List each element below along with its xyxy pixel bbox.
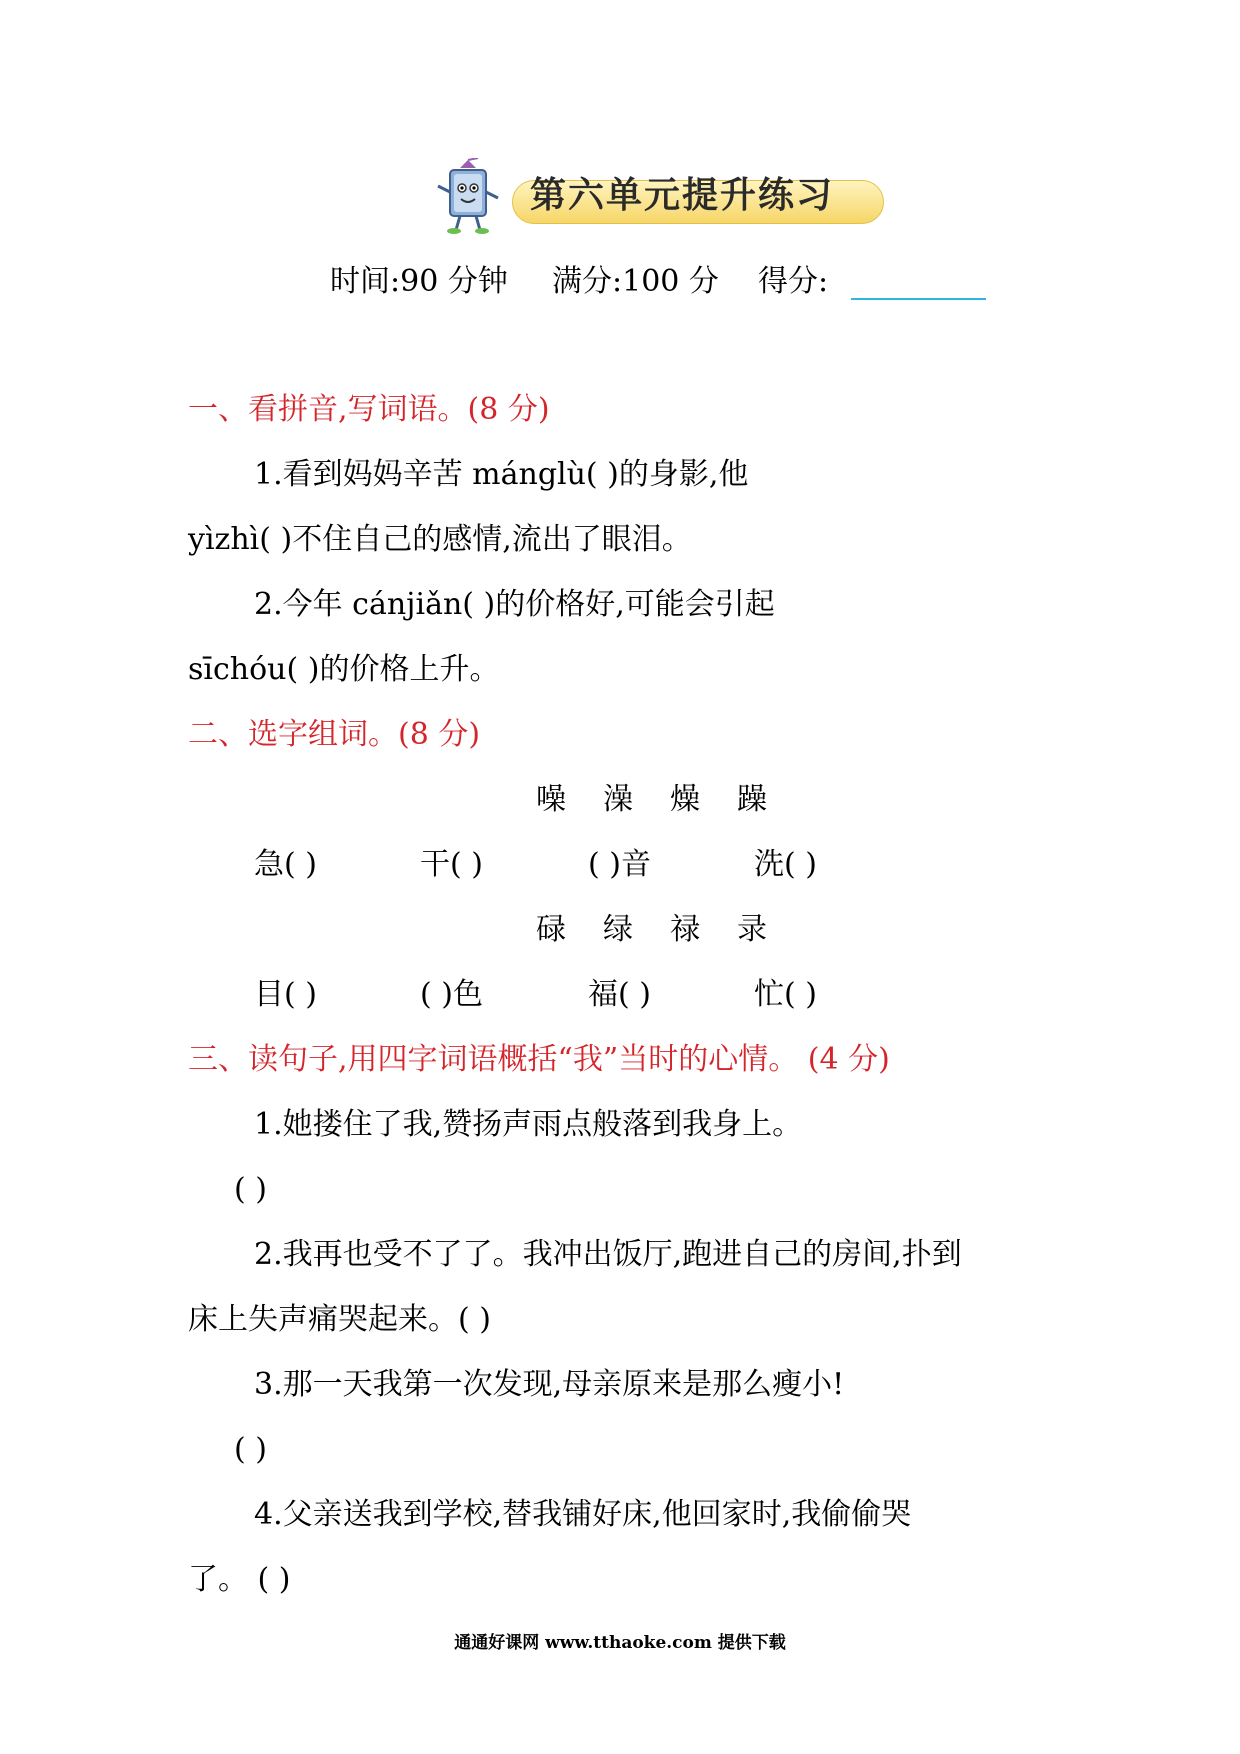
word-blank: 急( ) — [254, 847, 317, 882]
s3-sentence2-line2: 床上失声痛哭起来。( ) — [188, 1302, 491, 1337]
char-option: 澡 — [603, 782, 633, 817]
title-block — [430, 158, 890, 238]
char-option: 碌 — [536, 912, 566, 947]
book-mascot-icon — [430, 158, 510, 238]
section3-heading: 三、读句子,用四字词语概括“我”当时的心情。 (4 分) — [188, 1042, 890, 1077]
word-blank: ( )音 — [588, 847, 651, 882]
s3-answer3: ( ) — [234, 1432, 267, 1467]
word-blank: 目( ) — [254, 977, 317, 1012]
time-label: 时间:90 分钟 — [330, 264, 508, 299]
s3-sentence1: 1.她搂住了我,赞扬声雨点般落到我身上。 — [254, 1107, 803, 1142]
s1-q1-line1: 1.看到妈妈辛苦 mánglù( )的身影,他 — [254, 457, 749, 492]
score-label: 得分: — [758, 264, 829, 299]
word-blank: 洗( ) — [754, 847, 817, 882]
score-blank-line[interactable] — [851, 298, 986, 300]
char-option: 录 — [737, 912, 767, 947]
char-option: 躁 — [737, 782, 767, 817]
s3-answer1: ( ) — [234, 1172, 267, 1207]
char-option: 燥 — [670, 782, 700, 817]
section1-heading: 一、看拼音,写词语。(8 分) — [188, 392, 550, 427]
char-option: 禄 — [670, 912, 700, 947]
section2-heading: 二、选字组词。(8 分) — [188, 717, 481, 752]
footer-credit: 通通好课网 www.tthaoke.com 提供下载 — [454, 1633, 786, 1653]
s3-sentence2-line1: 2.我再也受不了了。我冲出饭厅,跑进自己的房间,扑到 — [254, 1237, 962, 1272]
s3-sentence3: 3.那一天我第一次发现,母亲原来是那么瘦小! — [254, 1367, 845, 1402]
word-blank: 福( ) — [588, 977, 651, 1012]
s3-sentence4-line2: 了。 ( ) — [188, 1562, 291, 1597]
s1-q1-line2: yìzhì( )不住自己的感情,流出了眼泪。 — [188, 522, 692, 557]
page-title: 第六单元提升练习 — [530, 175, 835, 216]
word-blank: 忙( ) — [754, 977, 817, 1012]
full-score-label: 满分:100 分 — [552, 264, 719, 299]
word-blank: 干( ) — [420, 847, 483, 882]
word-blank: ( )色 — [420, 977, 483, 1012]
s3-sentence4-line1: 4.父亲送我到学校,替我铺好床,他回家时,我偷偷哭 — [254, 1497, 912, 1532]
char-option: 噪 — [536, 782, 566, 817]
s1-q2-line2: sīchóu( )的价格上升。 — [188, 652, 500, 687]
s1-q2-line1: 2.今年 cánjiǎn( )的价格好,可能会引起 — [254, 587, 775, 622]
char-option: 绿 — [603, 912, 633, 947]
